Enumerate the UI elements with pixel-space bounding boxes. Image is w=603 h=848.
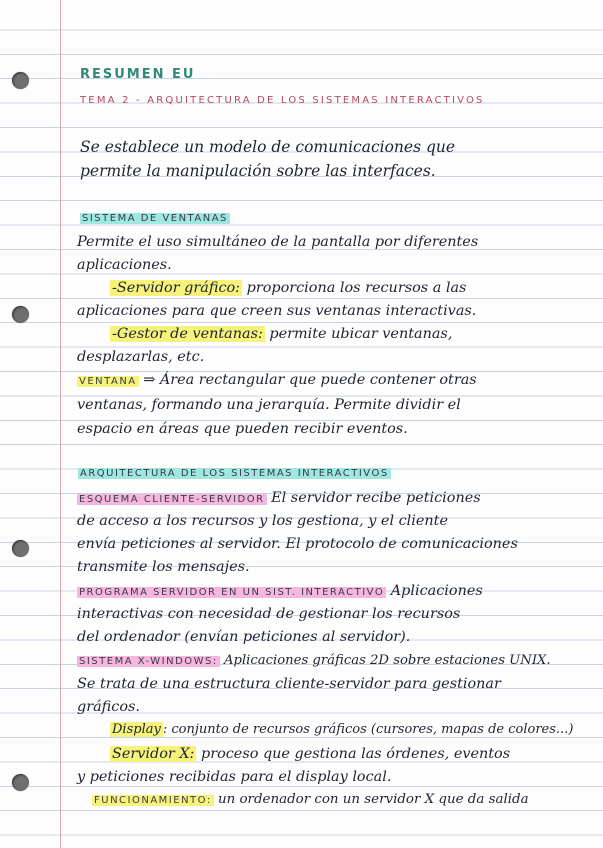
text-line: interactivas con necesidad de gestionar los recursos [77, 606, 461, 622]
text-line: gráficos. [77, 699, 140, 715]
text-line: Aplicaciones [386, 583, 483, 599]
binder-hole [12, 306, 29, 323]
text-line: proceso que gestiona las órdenes, eventos [196, 746, 511, 762]
page-title: RESUMEN EU [80, 67, 196, 82]
term-highlight: -Gestor de ventanas: [112, 326, 263, 342]
text-line: de acceso a los recursos y los gestiona, y el cliente [77, 513, 448, 529]
text-line: envía peticiones al servidor. El protocolo de comunicaciones [77, 536, 518, 552]
term-highlight: SISTEMA X-WINDOWS: [79, 656, 218, 667]
term-highlight: FUNCIONAMIENTO: [94, 795, 212, 806]
text-line: del ordenador (envían peticiones al servidor). [77, 629, 411, 645]
text-line: Se trata de una estructura cliente-servidor para gestionar [77, 676, 501, 692]
term-highlight: Servidor X: [112, 746, 195, 762]
text-line: desplazarlas, etc. [77, 349, 205, 365]
text-line: : conjunto de recursos gráficos (cursores, mapas de colores...) [162, 722, 574, 737]
page-subtitle: TEMA 2 - ARQUITECTURA DE LOS SISTEMAS INTERACTIVOS [80, 95, 485, 106]
text-line: y peticiones recibidas para el display local. [77, 769, 392, 785]
term-highlight: -Servidor gráfico: [112, 280, 241, 296]
text-line: un ordenador con un servidor X que da salida [213, 792, 529, 807]
binder-hole [12, 72, 29, 89]
text-line: permite ubicar ventanas, [264, 326, 453, 342]
text-line: transmite los mensajes. [77, 559, 250, 575]
margin-line [60, 0, 61, 848]
term-highlight: PROGRAMA SERVIDOR EN UN SIST. INTERACTIVO [79, 587, 385, 598]
intro-line: permite la manipulación sobre las interfaces. [80, 162, 436, 180]
section-heading: ARQUITECTURA DE LOS SISTEMAS INTERACTIVOS [80, 468, 389, 479]
text-line: proporciona los recursos a las [242, 280, 467, 296]
text-line: aplicaciones. [77, 257, 172, 273]
term-highlight: Display [112, 722, 161, 737]
term-highlight: VENTANA [79, 376, 137, 387]
text-line: Aplicaciones gráficas 2D sobre estaciones UNIX. [219, 653, 551, 668]
text-line: Permite el uso simultáneo de la pantalla por diferentes [77, 234, 479, 250]
text-line: ventanas, formando una jerarquía. Permite dividir el [77, 397, 461, 413]
text-line: espacio en áreas que pueden recibir eventos. [77, 421, 408, 437]
term-highlight: ESQUEMA CLIENTE-SERVIDOR [79, 494, 265, 505]
text-line: aplicaciones para que creen sus ventanas interactivas. [77, 303, 477, 319]
text-line: ⇒ Área rectangular que puede contener otras [138, 372, 477, 388]
binder-hole [12, 774, 29, 791]
section-heading: SISTEMA DE VENTANAS [82, 213, 228, 224]
text-line: El servidor recibe peticiones [266, 490, 481, 506]
intro-line: Se establece un modelo de comunicaciones que [80, 138, 456, 156]
binder-hole [12, 540, 29, 557]
